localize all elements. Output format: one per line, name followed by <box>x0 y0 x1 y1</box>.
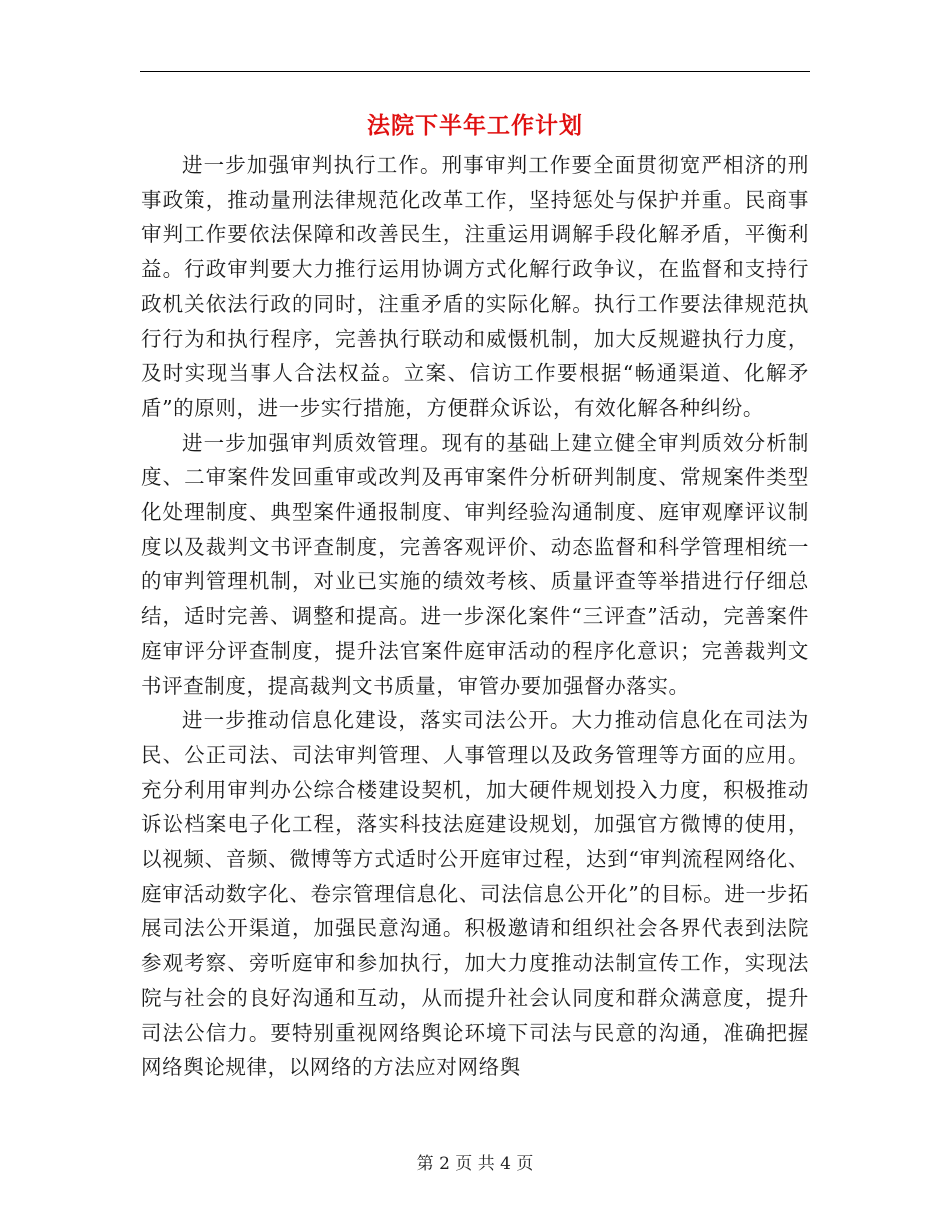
document-title: 法院下半年工作计划 <box>367 112 583 139</box>
paragraph-quality-management: 进一步加强审判质效管理。现有的基础上建立健全审判质效分析制度、二审案件发回重审或改判及再审案件分析研判制度、常规案件类型化处理制度、典型案件通报制度、审判经验沟通制度、庭审观摩评议制度以及裁判文书评查制度，完善客观评价、动态监督和科学管理相统一的审判管理机制，对业已实施的绩效考核、质量评查等举措进行仔细总结，适时完善、调整和提高。进一步深化案件“三评查”活动，完善案件庭审评分评查制度，提升法官案件庭审活动的程序化意识；完善裁判文书评查制度，提高裁判文书质量，审管办要加强督办落实。 <box>141 430 809 698</box>
paragraph-informatization: 进一步推动信息化建设，落实司法公开。大力推动信息化在司法为民、公正司法、司法审判管理、人事管理以及政务管理等方面的应用。充分利用审判办公综合楼建设契机，加大硬件规划投入力度，积极推动诉讼档案电子化工程，落实科技法庭建设规划，加强官方微博的使用，以视频、音频、微博等方式适时公开庭审过程，达到“审判流程网络化、庭审活动数字化、卷宗管理信息化、司法信息公开化”的目标。进一步拓展司法公开渠道，加强民意沟通。积极邀请和组织社会各界代表到法院参观考察、旁听庭审和参加执行，加大力度推动法制宣传工作，实现法院与社会的良好沟通和互动，从而提升社会认同度和群众满意度，提升司法公信力。要特别重视网络舆论环境下司法与民意的沟通，准确把握网络舆论规律，以网络的方法应对网络舆 <box>141 708 809 1080</box>
footer-suffix: 页 <box>516 1154 534 1174</box>
footer-page-word: 页 <box>455 1154 473 1174</box>
footer-prefix: 第 <box>416 1154 434 1174</box>
footer-current-page: 2 <box>439 1154 450 1174</box>
document-body <box>141 148 809 1085</box>
header-rule <box>140 71 810 72</box>
footer-total-pages: 4 <box>500 1154 511 1174</box>
page-footer <box>0 1152 950 1176</box>
paragraph-judicial-enforcement: 进一步加强审判执行工作。刑事审判工作要全面贯彻宽严相济的刑事政策，推动量刑法律规范化改革工作，坚持惩处与保护并重。民商事审判工作要依法保障和改善民生，注重运用调解手段化解矛盾，平衡利益。行政审判要大力推行运用协调方式化解行政争议，在监督和支持行政机关依法行政的同时，注重矛盾的实际化解。执行工作要法律规范执行行为和执行程序，完善执行联动和威慑机制，加大反规避执行力度，及时实现当事人合法权益。立案、信访工作要根据“畅通渠道、化解矛盾”的原则，进一步实行措施，方便群众诉讼，有效化解各种纠纷。 <box>141 153 809 420</box>
footer-total-word: 共 <box>477 1154 495 1174</box>
